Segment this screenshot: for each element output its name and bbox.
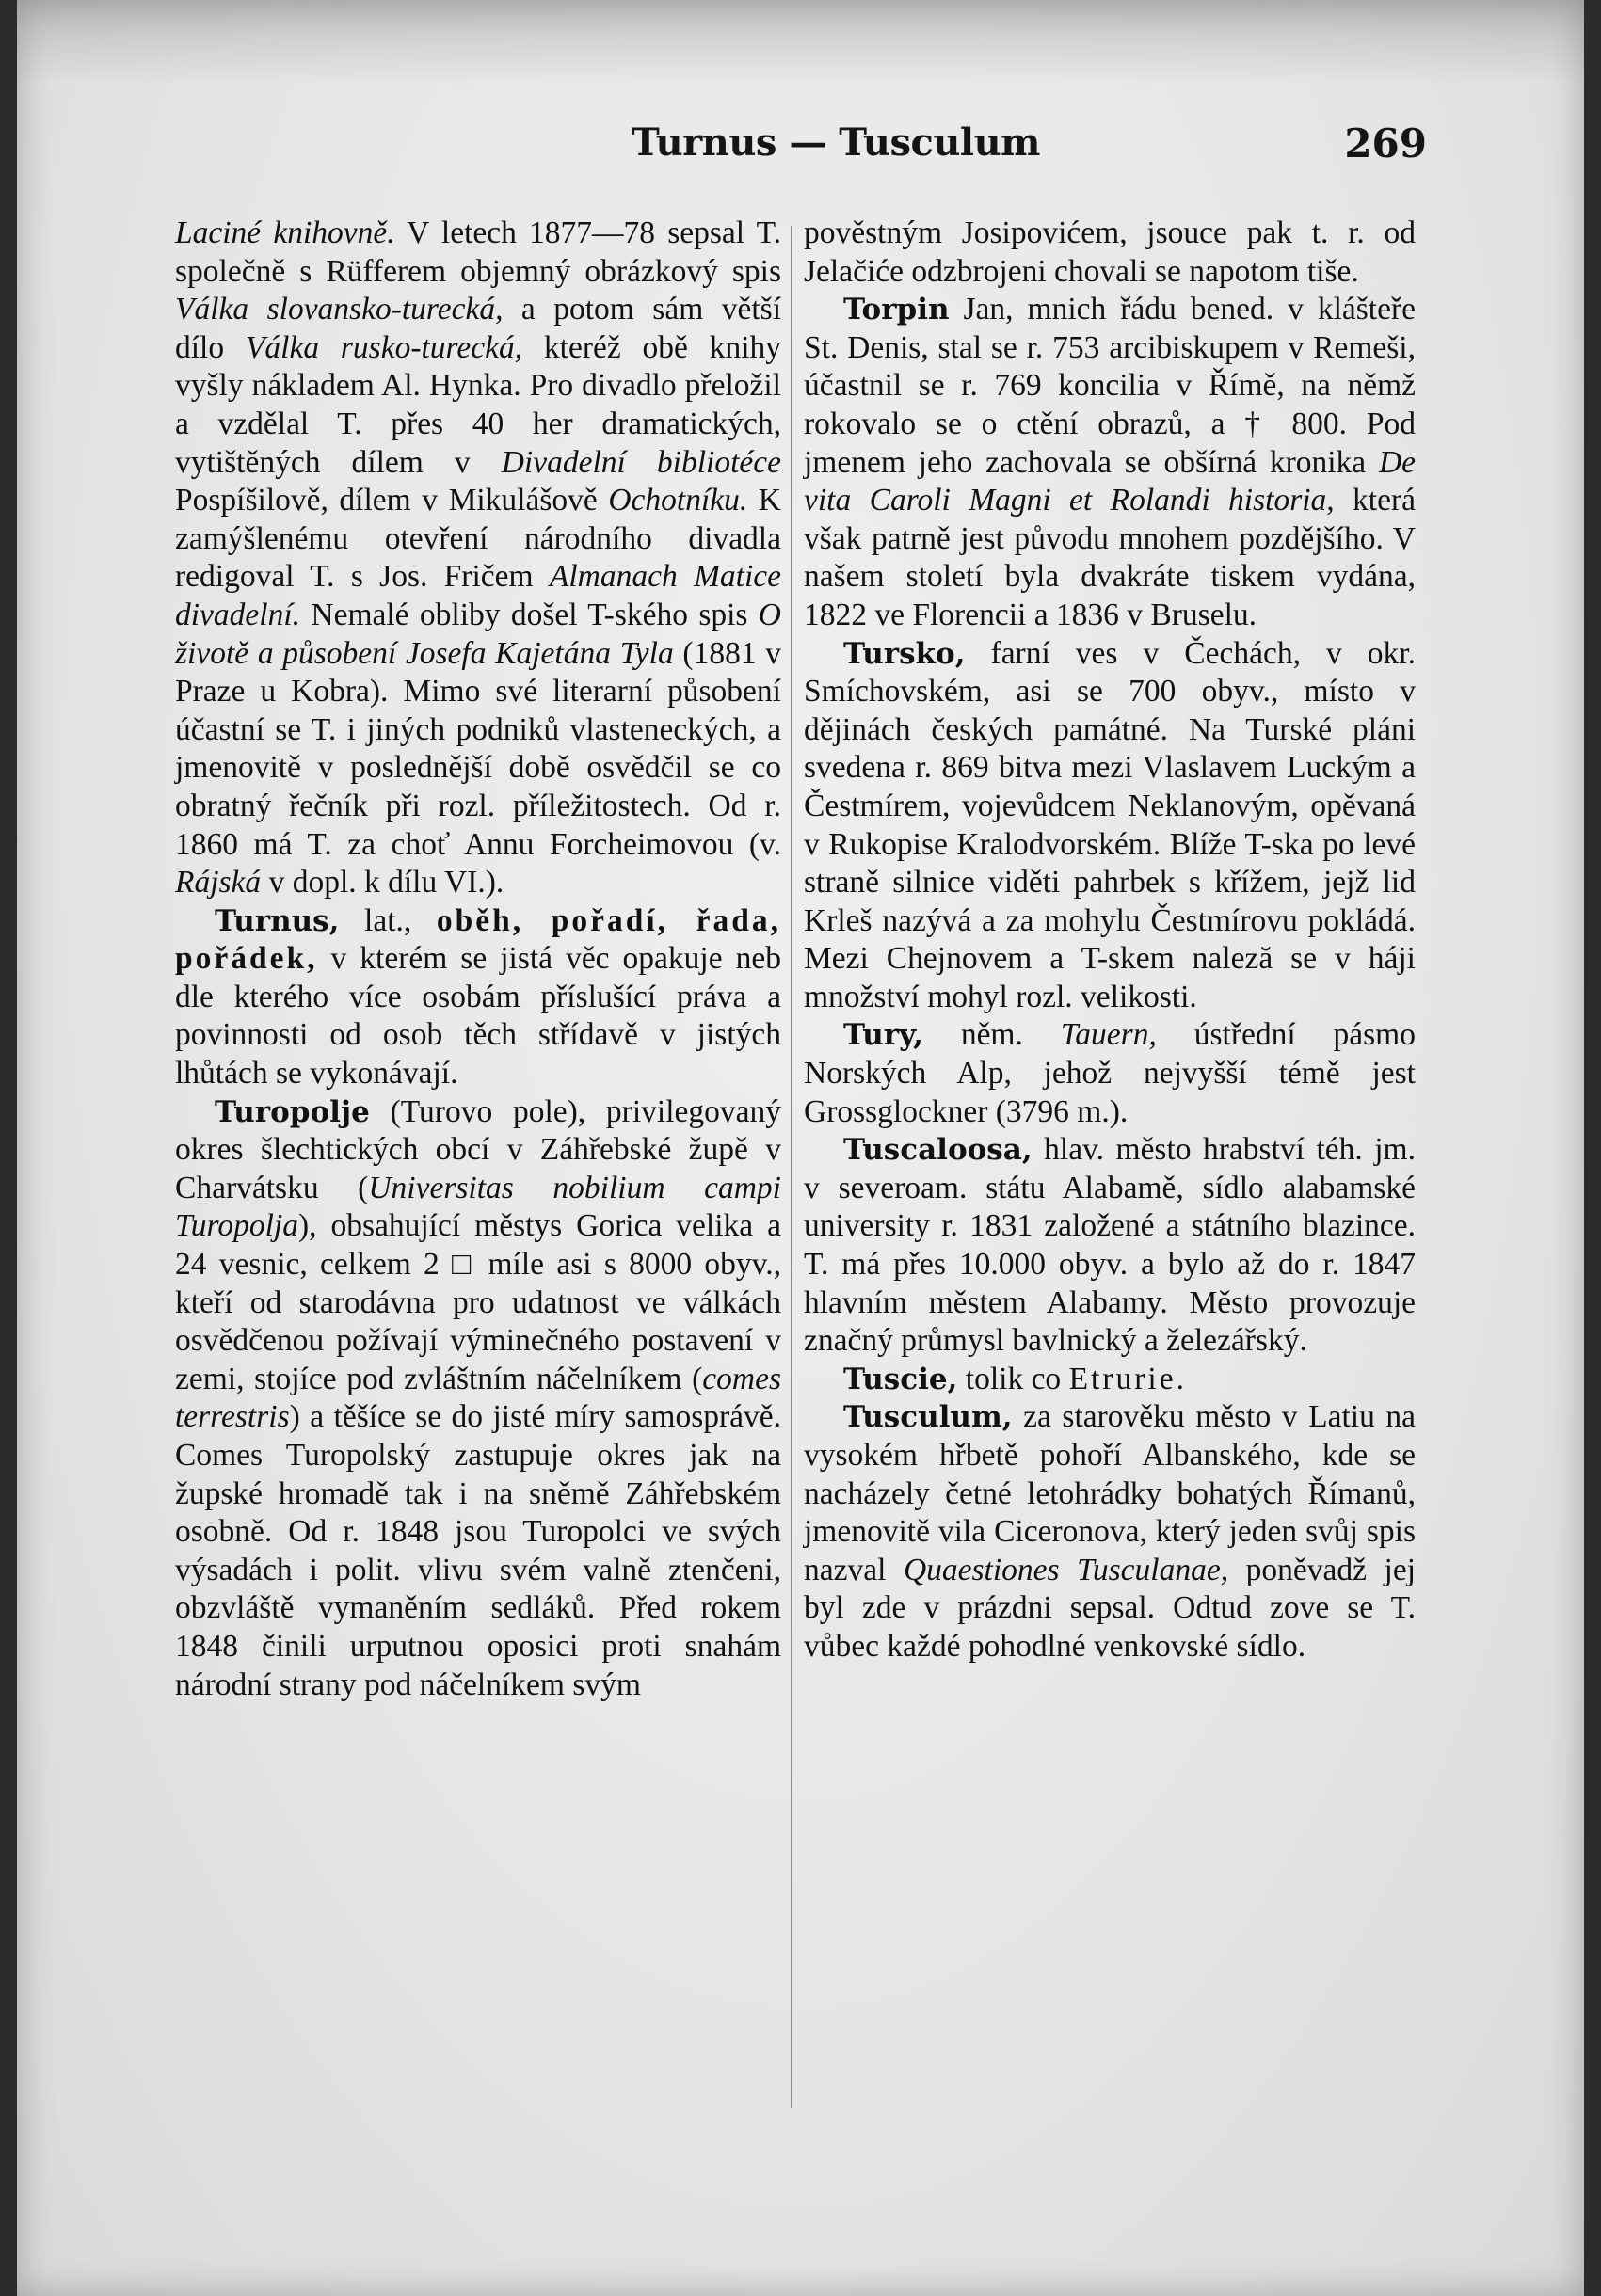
column-divider	[791, 226, 792, 2108]
headword: Tursko,	[843, 636, 966, 671]
headword: Tusculum,	[843, 1400, 1013, 1435]
body-text: a potom sám větší dílo	[175, 292, 781, 365]
body-text: hlav. město hrabství téh. jm. v severoam. státu Alabamě, sídlo alabamské university r. 1831 založené a státního blazince. T. má přes 10.000 obyv. a bylo až do r. 1847 hlavním městem Alabamy. Město provozuje značný průmysl bavlnický a železářský.	[804, 1132, 1416, 1359]
body-text: (Turovo pole), privilegovaný okres šlechtických obcí v Záhřebské župě v Charvátsku (	[175, 1093, 781, 1205]
entry-tuscaloosa	[804, 1131, 1416, 1361]
italic-text: O životě a působení Josefa Kajetána Tyla	[175, 597, 781, 671]
entry-continuation: pověstným Josipovićem, jsouce pak t. r. od Jelačiće odzbrojeni chovali se napotom tiše.	[804, 215, 1416, 289]
body-text: (1881 v Praze u Kobra). Mimo své literarní působení účastní se T. i jiných podniků vlasteneckých, a jmenovitě v poslednější době osvědčil se co obratný řečník při rozl. příležitostech. Od r. 1860 má T. za choť Annu Forcheimovou (v.	[175, 635, 781, 862]
italic-text: De vita Caroli Magni et Rolandi historia,	[804, 444, 1416, 518]
italic-text: Quaestiones Tusculanae,	[903, 1552, 1229, 1587]
italic-text: Válka rusko-turecká,	[245, 329, 523, 365]
headword: Tury,	[843, 1018, 923, 1053]
italic-text: Almanach Matice divadelní.	[175, 559, 781, 632]
running-head: Turnus — Tusculum	[631, 120, 1041, 165]
entry-tursko	[804, 635, 1416, 1017]
body-text: tolik co	[957, 1361, 1069, 1396]
body-text: K zamýšlenému otevření národního divadla redigoval T. s Jos. Fričem	[175, 483, 781, 595]
body-text: ústřední pásmo Norských Alp, jehož nejvyšší témě jest Grossglockner (3796 m.).	[804, 1017, 1416, 1129]
italic-text: Divadelní bibliotéce	[501, 444, 781, 480]
spaced-text: Etrurie	[1068, 1361, 1177, 1396]
italic-text: comes terrestris	[175, 1361, 781, 1435]
page-shadow	[17, 0, 1584, 85]
italic-text: Válka slovansko-turecká,	[175, 292, 504, 327]
body-text: farní ves v Čechách, v okr. Smíchovském, asi se 700 obyv., místo v dějinách českých památné. Na Turské pláni svedena r. 869 bitva mezi Vlaslavem Luckým a Čestmírem, vojevůdcem Neklanovým, opěvaná v Rukopise Kralodvorském. Blíže T-ska po levé straně silnice viděti pahrbek s křížem, jejž lid Krleš nazývá a za mohylu Čestmírovu pokládá. Mezi Chejnovem a T-skem naleză se v háji množství mohyl rozl. velikosti.	[804, 635, 1416, 1014]
italic-text: Laciné knihovně.	[175, 215, 395, 250]
body-text: Pospíšilově, dílem v Mikulášově	[175, 483, 609, 518]
body-text: za starověku město v Latiu na vysokém hřbetě pohoří Albanského, kde se nacházely četné letohrádky bohatých Římanů, jmenovitě vila Ciceronova, který jeden svůj spis nazval	[804, 1399, 1416, 1587]
italic-text: Rájská	[175, 865, 262, 901]
spaced-text: oběh, pořadí, řada, pořádek,	[175, 902, 781, 977]
body-text: Jan, mnich řádu bened. v klášteře St. Denis, stal se r. 753 arcibiskupem v Remeši, účastnil se r. 769 koncilia v Římě, na němž rokovalo se o ctění obrazů, a † 800. Pod jmenem jeho zachovala se obšírná kronika	[804, 292, 1416, 480]
headword: Turopolje	[215, 1094, 370, 1129]
body-text: v kterém se jistá věc opakuje neb dle kterého více osobám příslušící práva a povinnosti od osob těch střídavě v jistých lhůtách se vykonávají.	[175, 941, 781, 1092]
body-text: kteréž obě knihy vyšly nákladem Al. Hynka. Pro divadlo přeložil a vzdělal T. přes 40 her dramatických, vytištěných dílem v	[175, 329, 782, 480]
body-text: něm.	[922, 1017, 1061, 1053]
body-text: poněvadž jej byl zde v prázdni sepsal. Odtud zove se T. vůbec každé pohodlné venkovské sídlo.	[804, 1552, 1416, 1664]
headword: Tuscaloosa,	[843, 1133, 1033, 1168]
entry-turopolje	[175, 1093, 781, 1705]
italic-text: Tauern,	[1060, 1017, 1157, 1053]
headword: Tuscie,	[843, 1362, 958, 1396]
book-page	[17, 0, 1584, 2296]
entry-turnus	[175, 902, 781, 1093]
body-text: .	[1176, 1361, 1184, 1396]
entry-torpin	[804, 291, 1416, 634]
entry-tusculum	[804, 1398, 1416, 1666]
entry-tuscie	[804, 1361, 1416, 1399]
body-text: Nemalé obliby došel T-ského spis	[300, 597, 759, 632]
page-number: 269	[1344, 120, 1427, 167]
italic-text: Universitas nobilium campi Turopolja	[175, 1170, 781, 1244]
body-text: ) a těšíce se do jisté míry samosprávě. Comes Turopolský zastupuje okres jak na župské hromadě tak i na sněmě Záhřebském osobně. Od r. 1848 jsou Turopolci ve svých výsadách i polit. vlivu svém valně ztenčeni, obzvláště vymaněním sedláků. Před rokem 1848 činili urputnou oposici proti snahám národní strany pod náčelníkem svým	[175, 1399, 781, 1702]
body-text: ), obsahující městys Gorica velika a 24 vesnic, celkem 2 □ míle asi s 8000 obyv., kteří od starodávna pro udatnost ve válkách osvědčenou požívají výminečného postavení v zemi, stojíce pod zvláštním náčelníkem (	[175, 1208, 781, 1396]
left-column	[175, 215, 781, 1704]
body-text: která však patrně jest původu mnohem pozdějšího. V našem století byla dvakráte tiskem vydána, 1822 ve Florencii a 1836 v Bruselu.	[804, 483, 1417, 632]
headword: Turnus,	[215, 903, 340, 938]
body-text: lat.,	[339, 902, 437, 938]
headword: Torpin	[843, 293, 950, 327]
body-text: v dopl. k dílu VI.).	[261, 865, 504, 901]
body-text: V letech 1877—78 sepsal T. společně s Rüfferem objemný obrázkový spis	[175, 215, 781, 289]
entry-tury	[804, 1016, 1416, 1131]
right-column	[804, 215, 1416, 1666]
italic-text: Ochotníku.	[608, 483, 748, 518]
entry-continuation	[175, 215, 781, 902]
